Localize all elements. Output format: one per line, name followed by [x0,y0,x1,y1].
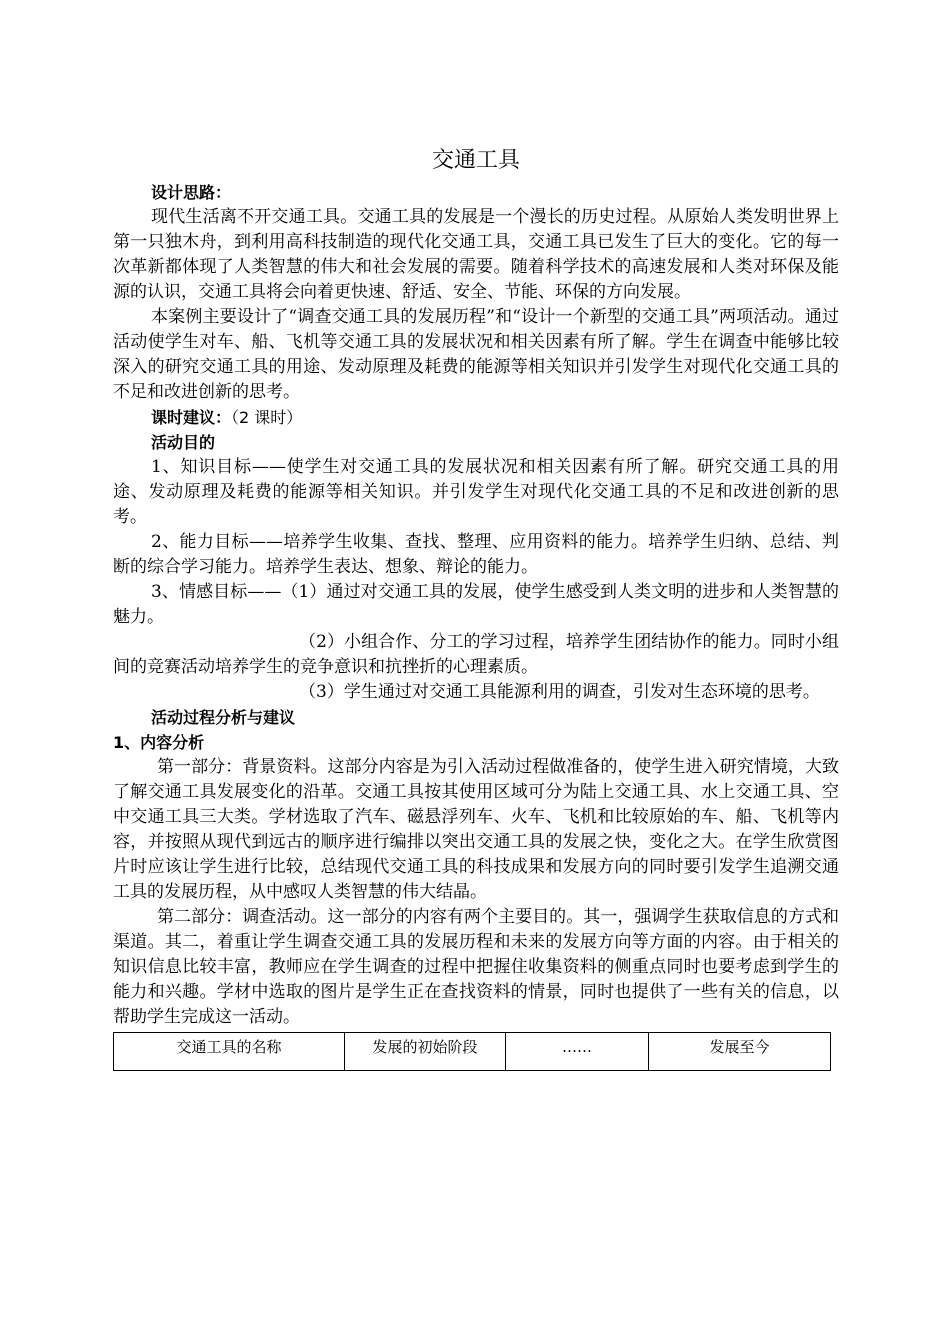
table-header-cell: 发展至今 [649,1033,831,1071]
goal-emotion-3: （3）学生通过对交通工具能源利用的调查，引发对生态环境的思考。 [299,682,820,702]
part-one-paragraph: 第一部分：背景资料。这部分内容是为引入活动过程做准备的，使学生进入研究情境，大致了解交通工具发展变化的沿革。交通工具按其使用区域可分为陆上交通工具、水上交通工具、空中交通工具三大类。学材选取了汽车、磁悬浮列车、火车、飞机和比较原始的车、船、飞机等内容，并按照从现代到远古的顺序进行编排以突出交通工具的发展之快，变化之大。在学生欣赏图片时应该让学生进行比较，总结现代交通工具的科技成果和发展方向的同时要引发学生追溯交通工具的发展历程，从中感叹人类智慧的伟大结晶。 [113,757,839,902]
table-header-cell: …… [506,1033,649,1071]
design-heading: 设计思路： [151,183,232,202]
design-paragraph-2: 本案例主要设计了“调查交通工具的发展历程”和“设计一个新型的交通工具”两项活动。通过活动使学生对车、船、飞机等交通工具的发展状况和相关因素有所了解。学生在调查中能够比较深入的研究交通工具的用途、发动原理及耗费的能源等相关知识并引发学生对现代化交通工具的不足和改进创新的思考。 [113,307,839,402]
table-header-cell: 发展的初始阶段 [345,1033,506,1071]
page-title: 交通工具 [431,148,520,173]
goal-ability: 2、能力目标——培养学生收集、查找、整理、应用资料的能力。培养学生归纳、总结、判断的综合学习能力。培养学生表达、想象、辩论的能力。 [113,532,839,577]
goal-knowledge: 1、知识目标——使学生对交通工具的发展状况和相关因素有所了解。研究交通工具的用途、发动原理及耗费的能源等相关知识。并引发学生对现代化交通工具的不足和改进创新的思考。 [113,457,839,527]
table-header-cell: 交通工具的名称 [114,1033,345,1071]
design-paragraph-1: 现代生活离不开交通工具。交通工具的发展是一个漫长的历史过程。从原始人类发明世界上第一只独木舟，到利用高科技制造的现代化交通工具，交通工具已发生了巨大的变化。它的每一次革新都体现了人类智慧的伟大和社会发展的需要。随着科学技术的高速发展和人类对环保及能源的认识，交通工具将会向着更快速、舒适、安全、节能、环保的方向发展。 [113,207,839,302]
document-body [113,146,839,1071]
goal-emotion: 3、情感目标——（1）通过对交通工具的发展，使学生感受到人类文明的进步和人类智慧的魅力。 [113,582,839,627]
goal-emotion-2: （2）小组合作、分工的学习过程，培养学生团结协作的能力。同时小组间的竞赛活动培养学生的竞争意识和抗挫折的心理素质。 [113,632,839,677]
table-header-row [114,1033,831,1071]
lesson-heading-label: 课时建议： [151,408,232,427]
goals-heading: 活动目的 [151,433,216,452]
lesson-value: （2 课时） [231,408,303,427]
lesson-heading [113,405,839,430]
content-analysis-heading: 1、内容分析 [113,733,205,752]
process-heading: 活动过程分析与建议 [151,708,296,727]
survey-table [113,1032,831,1071]
part-two-paragraph: 第二部分：调查活动。这一部分的内容有两个主要目的。其一，强调学生获取信息的方式和渠道。其二，着重让学生调查交通工具的发展历程和未来的发展方向等方面的内容。由于相关的知识信息比较丰富，教师应在学生调查的过程中把握住收集资料的侧重点同时也要考虑到学生的能力和兴趣。学材中选取的图片是学生正在查找资料的情景，同时也提供了一些有关的信息，以帮助学生完成这一活动。 [113,907,839,1027]
